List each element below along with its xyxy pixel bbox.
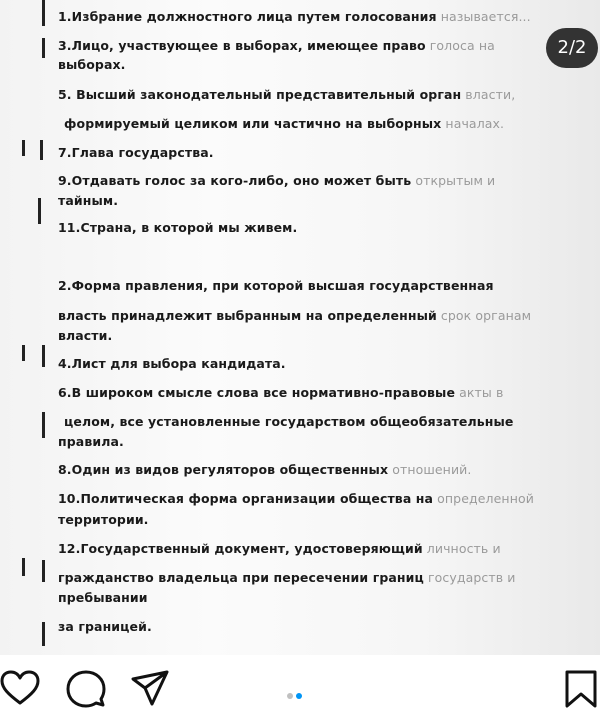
share-icon[interactable] (130, 669, 170, 707)
margin-mark (42, 622, 45, 646)
text-line: территории. (58, 512, 149, 527)
text-line: за границей. (58, 619, 152, 634)
text-line: выборах. (58, 57, 126, 72)
margin-mark (40, 140, 43, 160)
text-line: 11.Страна, в которой мы живем. (58, 220, 298, 235)
text-line: 9.Отдавать голос за кого-либо, оно может быть открытым и (58, 173, 496, 188)
carousel-dot-active (296, 693, 302, 699)
margin-mark (42, 560, 45, 582)
text-line: 3.Лицо, участвующее в выборах, имеющее право голоса на (58, 38, 495, 53)
text-line: 10.Политическая форма организации общества на определенной (58, 491, 534, 506)
carousel-counter: 2/2 (546, 28, 598, 68)
carousel-dots (287, 684, 305, 703)
margin-mark (42, 38, 45, 58)
text-line: целом, все установленные государством общеобязательные (64, 414, 514, 429)
text-line: 8.Один из видов регуляторов общественных отношений. (58, 462, 472, 477)
text-line: пребывании (58, 590, 148, 605)
margin-mark (42, 412, 45, 438)
text-line: 2.Форма правления, при которой высшая государственная (58, 278, 494, 293)
text-line: власти. (58, 328, 113, 343)
bookmark-icon[interactable] (564, 669, 598, 709)
heart-icon[interactable] (0, 670, 40, 706)
text-line: формируемый целиком или частично на выборных началах. (64, 116, 505, 131)
text-line: 6.В широком смысле слова все нормативно-правовые акты в (58, 385, 504, 400)
text-line: гражданство владельца при пересечении границ государств и (58, 570, 516, 585)
margin-mark (42, 0, 45, 26)
margin-mark (22, 558, 25, 576)
text-line: 7.Глава государства. (58, 145, 214, 160)
text-line: 1.Избрание должностного лица путем голосования называется... (58, 9, 531, 24)
text-line: 4.Лист для выбора кандидата. (58, 356, 286, 371)
margin-mark (38, 198, 41, 224)
margin-mark (22, 345, 25, 361)
text-line: тайным. (58, 193, 119, 208)
text-line: власть принадлежит выбранным на определенный срок органам (58, 308, 532, 323)
text-line: правила. (58, 434, 124, 449)
text-line: 12.Государственный документ, удостоверяющий личность и (58, 541, 501, 556)
carousel-dot (287, 693, 293, 699)
margin-mark (42, 345, 45, 367)
text-line: 5. Высший законодательный представительный орган власти, (58, 87, 516, 102)
comment-icon[interactable] (66, 669, 106, 709)
margin-mark (22, 140, 25, 156)
